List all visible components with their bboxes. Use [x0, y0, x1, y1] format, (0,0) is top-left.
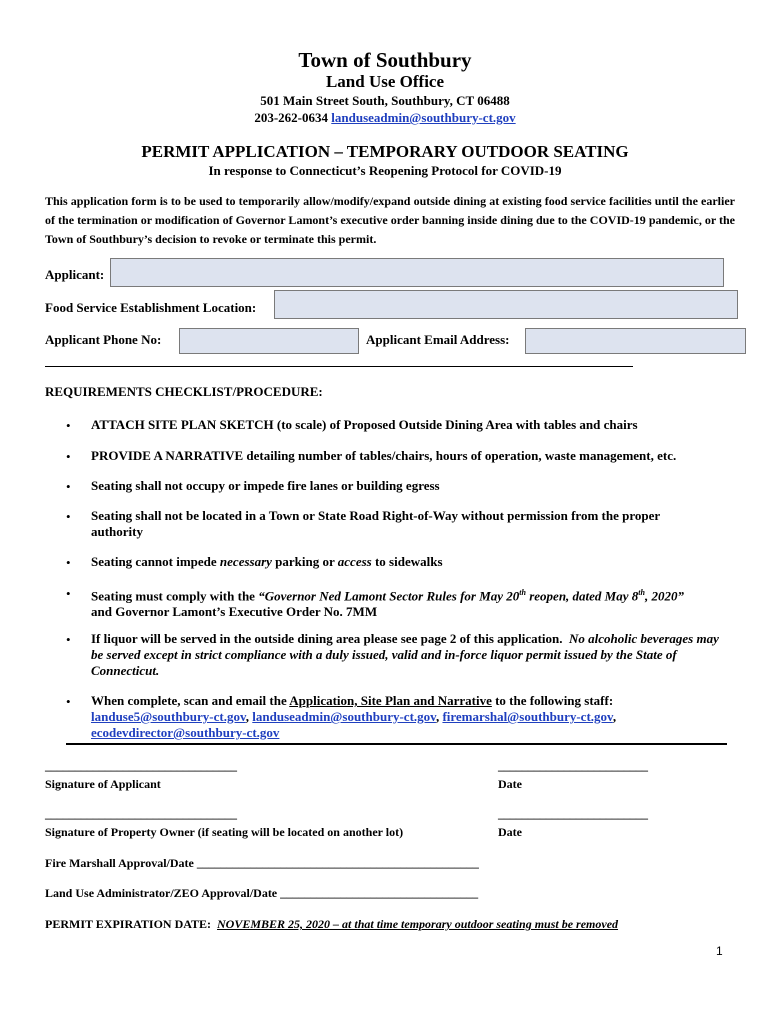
phone-label: Applicant Phone No: [45, 332, 162, 347]
email-link-landuseadmin[interactable]: landuseadmin@southbury-ct.gov [252, 709, 436, 724]
item8-text-a: When complete, scan and email the [91, 693, 290, 708]
office-email-link[interactable]: landuseadmin@southbury-ct.gov [331, 110, 516, 125]
intro-paragraph: This application form is to be used to temporarily allow/modify/expand outside dining at existing food service facilities until the earlier of the termination or modification of Governor Lamont’s executive order banning inside dining due to the COVID-19 pandemic, or the Town of Southbury’s decision to revoke or terminate this permit. [45, 194, 735, 246]
item8-text-b: Application, Site Plan and Narrative [289, 693, 492, 708]
phone-field[interactable] [179, 328, 359, 354]
checklist-item-narrative: PROVIDE A NARRATIVE detailing number of tables/chairs, hours of operation, waste management, etc. [91, 448, 677, 463]
office-subtitle: Land Use Office [325, 72, 445, 91]
location-field[interactable] [274, 290, 738, 319]
page-number: 1 [716, 944, 723, 958]
email-field[interactable] [525, 328, 746, 354]
signature-owner-label: Signature of Property Owner (if seating will be located on another lot) [45, 825, 404, 839]
applicant-label: Applicant: [45, 267, 105, 282]
checklist-heading: REQUIREMENTS CHECKLIST/PROCEDURE: [45, 384, 323, 399]
permit-expiration [45, 917, 618, 932]
item5-text-a: Seating cannot impede [91, 554, 220, 569]
checklist-item-sidewalks [91, 554, 731, 570]
checklist-item-fire-lanes: Seating shall not occupy or impede fire lanes or building egress [91, 478, 440, 493]
item5-text-e: to sidewalks [371, 554, 443, 569]
location-label: Food Service Establishment Location: [45, 300, 257, 315]
email-link-ecodevdirector[interactable]: ecodevdirector@southbury-ct.gov [91, 725, 280, 740]
email-link-firemarshal[interactable]: firemarshal@southbury-ct.gov [442, 709, 613, 724]
item6-text-c: reopen, dated May 8 [525, 588, 639, 604]
date-owner-line[interactable]: _________________________ [498, 807, 648, 821]
bullet-icon: • [66, 479, 71, 494]
bullet-icon: • [66, 586, 71, 601]
signature-applicant-line[interactable]: ________________________________ [45, 759, 237, 773]
date-owner-label: Date [498, 825, 522, 839]
item6-text-b: “Governor Ned Lamont Sector Rules for May 20 [258, 588, 520, 604]
bullet-icon: • [66, 555, 71, 570]
zeo-approval[interactable]: Land Use Administrator/ZEO Approval/Date _________________________________ [45, 886, 479, 900]
expiration-label: PERMIT EXPIRATION DATE: [45, 917, 212, 931]
email-label: Applicant Email Address: [366, 332, 510, 347]
item5-text-d: access [337, 554, 372, 569]
date-applicant-label: Date [498, 777, 522, 791]
office-address: 501 Main Street South, Southbury, CT 06488 [260, 93, 510, 108]
checklist-item-sector-rules [91, 585, 731, 620]
item6-sup1: th [519, 588, 526, 597]
bullet-icon: • [66, 449, 71, 464]
checklist-item-right-of-way: Seating shall not be located in a Town or State Road Right-of-Way without permission from the proper authority [91, 508, 660, 539]
email-separator: , [245, 709, 253, 724]
item7-text-a: If liquor will be served in the outside dining area please see page 2 of this application. [91, 631, 563, 646]
office-phone: 203-262-0634 [254, 110, 329, 125]
item6-text-e: and Governor Lamont’s Executive Order No. 7MM [91, 604, 378, 620]
signature-applicant-label: Signature of Applicant [45, 777, 161, 791]
bullet-icon: • [66, 694, 71, 709]
applicant-field[interactable] [110, 258, 724, 287]
item7-text-b: No alcoholic beverages may be served except in strict compliance with a duly issued, valid and in-force liquor permit issued by the State of Connecticut. [91, 631, 719, 678]
checklist-item-liquor [91, 631, 721, 679]
form-subtitle: In response to Connecticut’s Reopening Protocol for COVID-19 [208, 163, 562, 178]
item5-text-c: parking or [271, 554, 338, 569]
bullet-icon: • [66, 632, 71, 647]
fire-marshall-approval[interactable]: Fire Marshall Approval/Date _______________________________________________ [45, 856, 479, 870]
item6-text-d: , 2020” [644, 588, 684, 604]
signature-owner-line[interactable]: ________________________________ [45, 807, 237, 821]
email-link-landuse5[interactable]: landuse5@southbury-ct.gov [91, 709, 246, 724]
item6-sup2: th [638, 588, 645, 597]
item5-text-b: necessary [219, 554, 272, 569]
town-title: Town of Southbury [298, 48, 472, 72]
email-separator: , [435, 709, 443, 724]
email-separator: , [612, 709, 617, 724]
bullet-icon: • [66, 509, 71, 524]
section-divider [45, 366, 633, 367]
form-title: PERMIT APPLICATION – TEMPORARY OUTDOOR SEATING [141, 142, 629, 161]
date-applicant-line[interactable]: _________________________ [498, 759, 648, 773]
checklist-divider [66, 743, 727, 745]
expiration-value: NOVEMBER 25, 2020 – at that time temporary outdoor seating must be removed [217, 917, 619, 931]
item6-text-a: Seating must comply with the [91, 588, 259, 604]
item8-text-c: to the following staff: [491, 693, 614, 708]
checklist-item-submit [91, 693, 731, 741]
checklist-item-site-plan: ATTACH SITE PLAN SKETCH (to scale) of Proposed Outside Dining Area with tables and chairs [91, 417, 638, 432]
office-contact [0, 110, 770, 126]
bullet-icon: • [66, 418, 71, 433]
